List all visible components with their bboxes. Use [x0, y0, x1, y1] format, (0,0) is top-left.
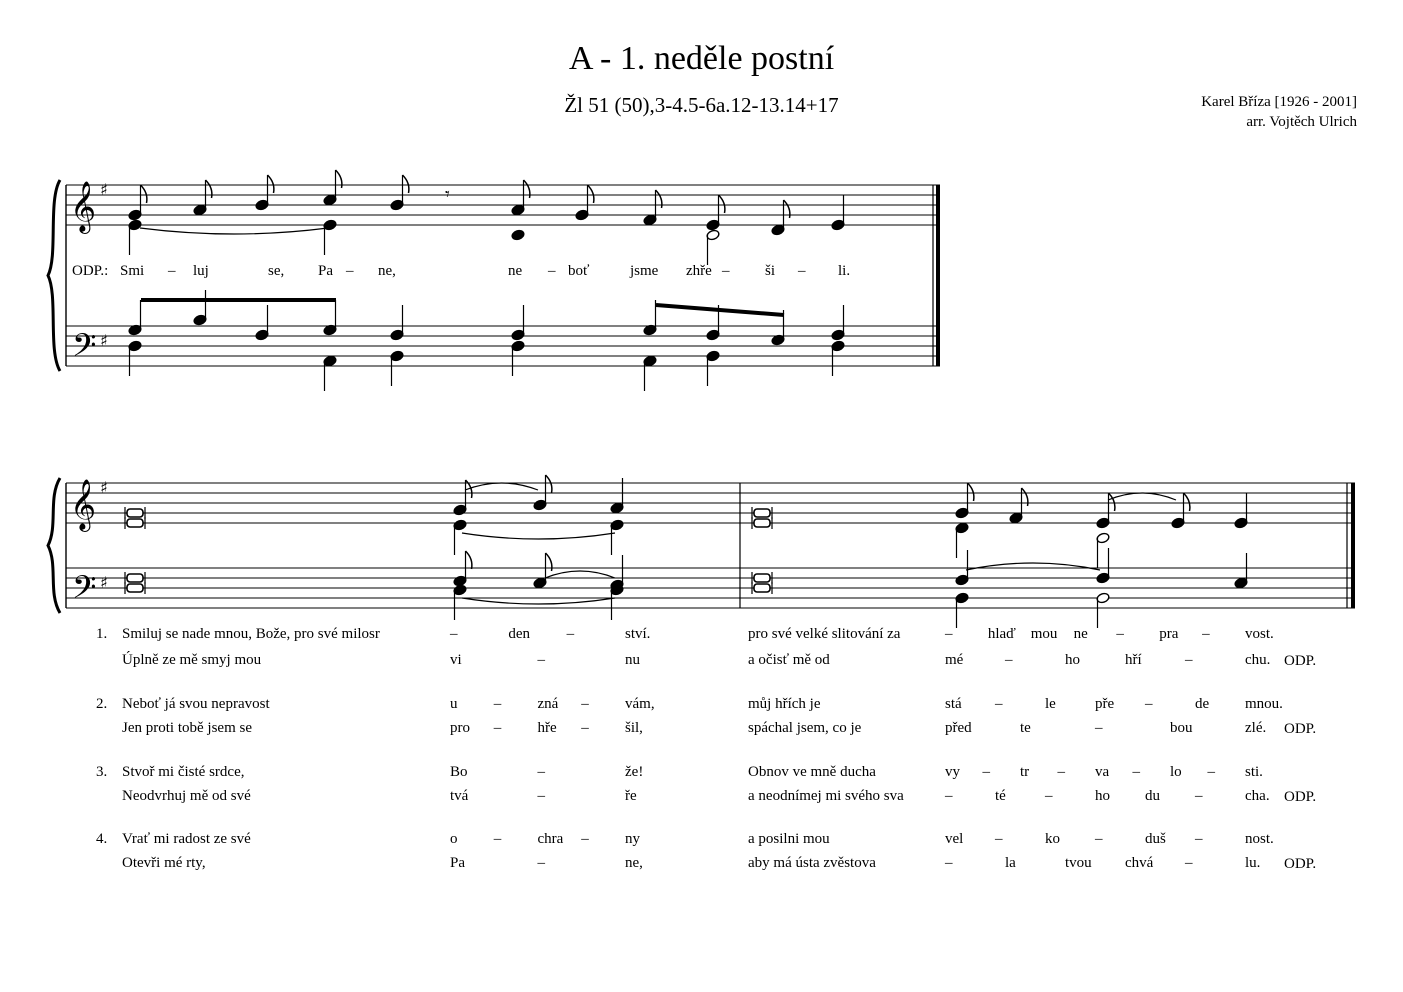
verse-syllable: – — [493, 720, 502, 736]
verse-text: Obnov ve mně ducha — [748, 764, 876, 780]
refrain-syllable: zhře — [686, 263, 712, 279]
slur — [465, 483, 538, 490]
verse-syllable: – — [1005, 652, 1013, 668]
verse-text: Úplně ze mě smyj mou — [122, 652, 262, 668]
verse-syllable: – — [1195, 788, 1203, 804]
verse-syllable: chvá — [1125, 855, 1154, 871]
verse-syllable: den — [508, 626, 530, 642]
verse-syllable: pra — [1159, 626, 1179, 642]
verse-text: a neodnímej mi svého sva — [748, 788, 904, 804]
verse-syllable: vy — [945, 764, 960, 780]
verse-syllable: pro — [450, 720, 470, 736]
verse-syllable: va — [1095, 764, 1110, 780]
psalm-reference: Žl 51 (50),3-4.5-6a.12-13.14+17 — [564, 93, 839, 117]
verse-syllable: – — [1202, 626, 1210, 642]
verse-syllable: mé — [945, 652, 964, 668]
verse-text: a očisť mě od — [748, 652, 830, 668]
slur — [545, 571, 615, 578]
verse-syllable: te — [1020, 720, 1031, 736]
verse-syllable: lu. — [1245, 855, 1261, 871]
verse-syllable: hří — [1125, 652, 1142, 668]
verse-syllable: – — [1132, 764, 1140, 780]
verse-text: Stvoř mi čisté srdce, — [122, 764, 245, 780]
verse-syllable: – — [1145, 696, 1153, 712]
verse-syllable: du — [1145, 788, 1160, 804]
refrain-syllable: li. — [838, 263, 851, 279]
eighth-flag — [268, 175, 274, 193]
bass-clef-icon: 𝄢 — [72, 327, 97, 371]
refrain-syllable: – — [168, 263, 176, 279]
slur — [462, 598, 615, 604]
verse-syllable: sti. — [1245, 764, 1263, 780]
refrain-syllable: se, — [268, 263, 285, 279]
breve-note — [127, 574, 143, 582]
verse-syllable: vel — [945, 831, 964, 847]
verse-syllable: – — [1185, 855, 1193, 871]
verse-syllable: – — [566, 626, 575, 642]
sharp-icon: ♯ — [100, 331, 108, 350]
verse-syllable: ne — [1073, 626, 1088, 642]
verse-text: aby má ústa zvěstova — [748, 855, 876, 871]
eighth-rest-icon: 𝄾 — [445, 184, 450, 205]
alto-note — [511, 229, 525, 241]
verse-syllable: de — [1195, 696, 1210, 712]
verse-syllable: pře — [1095, 696, 1115, 712]
verse-syllable: la — [1005, 855, 1016, 871]
verse-syllable: – — [581, 720, 589, 736]
verse-syllable: – — [537, 855, 545, 871]
arranger-name: arr. Vojtěch Ulrich — [1246, 114, 1357, 130]
verse-syllable: té — [995, 788, 1006, 804]
refrain-cue: ODP. — [1284, 856, 1317, 872]
eighth-flag — [403, 175, 409, 193]
treble-clef-icon: 𝄞 — [70, 181, 97, 232]
verse-syllable: ny — [625, 831, 640, 847]
verse-syllable: zlé. — [1245, 720, 1267, 736]
refrain-syllable: – — [346, 263, 354, 279]
verse-syllable: duš — [1145, 831, 1166, 847]
verse-syllable: že! — [625, 764, 644, 780]
breve-note — [754, 584, 770, 592]
eighth-flag — [546, 475, 552, 493]
verse-number: 2. — [96, 696, 108, 712]
refrain-syllable: boť — [568, 263, 590, 279]
verse-syllable: – — [982, 764, 990, 780]
slur — [1108, 493, 1176, 500]
verse-syllable: nost. — [1245, 831, 1274, 847]
refrain-syllable: jsme — [630, 263, 659, 279]
verse-text: Neodvrhuj mě od své — [122, 788, 251, 804]
verse-syllable: ře — [625, 788, 637, 804]
verse-syllable: chra — [537, 831, 564, 847]
refrain-label: ODP.: — [72, 263, 109, 279]
verse-syllable: hlaď — [987, 626, 1016, 642]
verse-syllable: zná — [537, 696, 559, 712]
refrain-syllable: Pa — [318, 263, 333, 279]
verse-syllable: – — [537, 652, 545, 668]
verse-syllable: vám, — [625, 696, 655, 712]
breve-note — [754, 509, 770, 517]
verse-syllable: ne, — [625, 855, 643, 871]
verse-text: můj hřích je — [748, 696, 821, 712]
eighth-flag — [141, 185, 147, 203]
verse-syllable: – — [1095, 720, 1103, 736]
refrain-syllable: – — [548, 263, 556, 279]
verse-syllable: mnou. — [1245, 696, 1283, 712]
verse-syllable: stá — [945, 696, 962, 712]
verse-syllable: – — [493, 831, 502, 847]
verse-number: 3. — [96, 764, 108, 780]
verse-text: pro své velké slitování za — [748, 626, 901, 642]
verse-syllable: vi — [450, 652, 462, 668]
verse-text: Neboť já svou nepravost — [122, 696, 270, 712]
verse-text: Otevři mé rty, — [122, 855, 206, 871]
verse-syllable: – — [1207, 764, 1215, 780]
breve-note — [127, 509, 143, 517]
verse-syllable: – — [1057, 764, 1065, 780]
verse-text: Jen proti tobě jsem se — [122, 720, 252, 736]
verse-syllable: – — [1095, 831, 1103, 847]
sharp-icon: ♯ — [100, 478, 108, 497]
verse-syllable: ko — [1045, 831, 1060, 847]
eighth-flag — [466, 551, 472, 569]
eighth-flag — [968, 483, 974, 501]
breve-note — [754, 574, 770, 582]
verse-syllable: – — [995, 696, 1003, 712]
verse-syllable: bou — [1170, 720, 1193, 736]
verse-syllable: – — [450, 626, 458, 642]
verse-syllable: – — [995, 831, 1003, 847]
verse-syllable: Bo — [450, 764, 468, 780]
bass-clef-icon: 𝄢 — [72, 569, 97, 613]
verse-syllable: nu — [625, 652, 640, 668]
verse-syllable: – — [493, 696, 502, 712]
verse-text: Smiluj se nade mnou, Bože, pro své milosr — [122, 626, 380, 642]
breve-note — [127, 519, 143, 527]
slur — [966, 563, 1100, 570]
refrain-syllable: – — [722, 263, 730, 279]
verse-syllable: ho — [1095, 788, 1110, 804]
refrain-syllable: ne, — [378, 263, 396, 279]
breve-note — [127, 584, 143, 592]
verse-text: Vrať mi radost ze své — [122, 831, 251, 847]
refrain-cue: ODP. — [1284, 721, 1317, 737]
verse-syllable: – — [537, 788, 545, 804]
verse-syllable: – — [1185, 652, 1193, 668]
verse-syllable: tvou — [1065, 855, 1092, 871]
refrain-syllable: luj — [193, 263, 209, 279]
verse-syllable: o — [450, 831, 458, 847]
verse-number: 1. — [96, 626, 108, 642]
verse-syllable: chu. — [1245, 652, 1271, 668]
verse-syllable: – — [945, 626, 953, 642]
eighth-flag — [719, 195, 725, 213]
beam — [656, 305, 784, 315]
sharp-icon: ♯ — [100, 573, 108, 592]
verse-syllable: tr — [1020, 764, 1030, 780]
verse-syllable: – — [537, 764, 545, 780]
verse-syllable: cha. — [1245, 788, 1270, 804]
eighth-flag — [1184, 493, 1190, 511]
verse-syllable: šil, — [625, 720, 643, 736]
verse-syllable: – — [1045, 788, 1053, 804]
verse-syllable: – — [945, 788, 953, 804]
verse-number: 4. — [96, 831, 108, 847]
verse-syllable: – — [1116, 626, 1124, 642]
refrain-syllable: ši — [765, 263, 776, 279]
verse-syllable: lo — [1170, 764, 1182, 780]
verse-syllable: vost. — [1245, 626, 1274, 642]
refrain-cue: ODP. — [1284, 789, 1317, 805]
verse-syllable: Pa — [450, 855, 465, 871]
composer-name: Karel Bříza [1926 - 2001] — [1201, 94, 1357, 110]
verse-syllable: ství. — [625, 626, 651, 642]
refrain-syllable: Smi — [120, 263, 145, 279]
verse-syllable: – — [1195, 831, 1203, 847]
refrain-syllable: ne — [508, 263, 523, 279]
treble-clef-icon: 𝄞 — [70, 479, 97, 530]
eighth-flag — [588, 185, 594, 203]
verse-syllable: – — [945, 855, 953, 871]
eighth-flag — [1109, 493, 1115, 511]
verse-syllable: – — [581, 696, 589, 712]
verse-syllable: ho — [1065, 652, 1080, 668]
slur — [140, 228, 328, 234]
verse-syllable: před — [945, 720, 972, 736]
system-brace — [48, 478, 60, 613]
verse-syllable: mou — [1030, 626, 1058, 642]
slur — [462, 533, 615, 539]
verse-syllable: le — [1045, 696, 1056, 712]
verse-syllable: tvá — [450, 788, 469, 804]
system-brace — [48, 180, 60, 371]
verse-text: a posilni mou — [748, 831, 830, 847]
verse-syllable: hře — [537, 720, 557, 736]
verse-syllable: – — [581, 831, 589, 847]
verse-text: spáchal jsem, co je — [748, 720, 862, 736]
sharp-icon: ♯ — [100, 180, 108, 199]
verse-syllable: u — [450, 696, 458, 712]
refrain-cue: ODP. — [1284, 653, 1317, 669]
page-title: A - 1. neděle postní — [568, 40, 835, 77]
refrain-syllable: – — [798, 263, 806, 279]
breve-note — [754, 519, 770, 527]
